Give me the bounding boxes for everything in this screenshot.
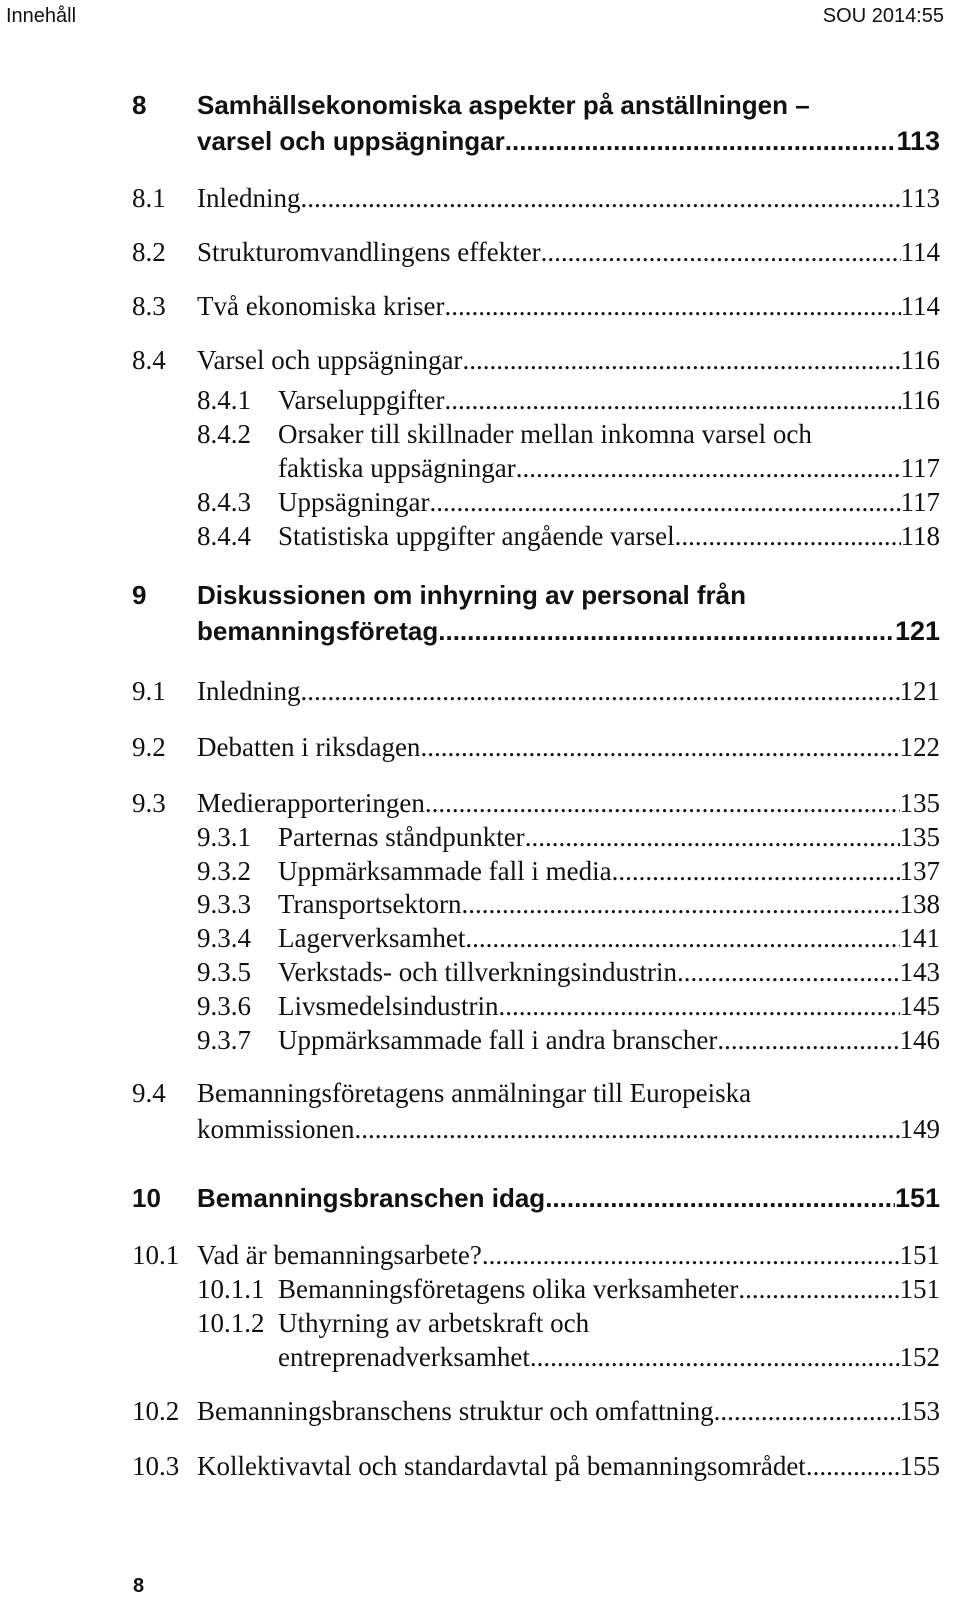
toc-entry-10-1-number: 10.1 bbox=[132, 1240, 180, 1270]
toc-entry-8-link[interactable] bbox=[197, 126, 940, 157]
toc-entry-8-4-2-title[interactable]: Orsaker till skillnader mellan inkomna varsel och bbox=[278, 419, 812, 449]
toc-entry-10-3-link[interactable] bbox=[197, 1451, 940, 1482]
toc-entry-9-3-6-page-number: 145 bbox=[899, 991, 940, 1021]
dot-leader bbox=[444, 291, 900, 322]
toc-entry-8-page-number: 113 bbox=[896, 126, 940, 156]
dot-leader bbox=[300, 676, 899, 707]
toc-entry-10-1-2-link[interactable] bbox=[278, 1342, 940, 1373]
toc-entry-10-1-2-page-number: 152 bbox=[899, 1342, 940, 1372]
toc-entry-9-1-title: Inledning bbox=[197, 676, 301, 706]
toc-entry-8-number: 8 bbox=[132, 90, 147, 120]
toc-entry-9-3-5-page-number: 143 bbox=[899, 957, 940, 987]
toc-entry-8-3-page-number: 114 bbox=[900, 291, 940, 321]
toc-entry-9-3-6-link[interactable] bbox=[278, 991, 940, 1022]
toc-entry-8-4-4-title: Statistiska uppgifter angående varsel bbox=[278, 521, 675, 551]
running-header-document-id: SOU 2014:55 bbox=[822, 5, 944, 27]
toc-entry-9-3-5-link[interactable] bbox=[278, 957, 940, 988]
running-header-section: Innehåll bbox=[6, 5, 77, 27]
toc-entry-9-number: 9 bbox=[132, 580, 147, 610]
toc-entry-10-1-page-number: 151 bbox=[899, 1240, 940, 1270]
toc-entry-9-3-title: Medierapporteringen bbox=[197, 788, 425, 818]
dot-leader bbox=[498, 991, 899, 1022]
toc-entry-8-3-title: Två ekonomiska kriser bbox=[197, 291, 445, 321]
toc-entry-10-1-link[interactable] bbox=[197, 1240, 940, 1271]
toc-entry-9-1-link[interactable] bbox=[197, 676, 940, 707]
toc-entry-9-2-link[interactable] bbox=[197, 732, 940, 763]
toc-entry-9-3-1-page-number: 135 bbox=[899, 822, 940, 852]
toc-entry-10-1-1-link[interactable] bbox=[278, 1274, 940, 1305]
toc-entry-8-4-number: 8.4 bbox=[132, 345, 166, 375]
toc-entry-9-4-title[interactable]: Bemanningsföretagens anmälningar till Europeiska bbox=[197, 1078, 752, 1108]
toc-entry-8-1-page-number: 113 bbox=[900, 183, 940, 213]
toc-entry-9-3-7-page-number: 146 bbox=[899, 1025, 940, 1055]
toc-entry-10-1-1-page-number: 151 bbox=[899, 1274, 940, 1304]
toc-entry-9-3-link[interactable] bbox=[197, 788, 940, 819]
toc-entry-10-3-title: Kollektivavtal och standardavtal på bemanningsområdet bbox=[197, 1451, 806, 1481]
toc-entry-9-3-7-link[interactable] bbox=[278, 1025, 940, 1056]
dot-leader bbox=[482, 1240, 900, 1271]
toc-entry-9-3-5-number: 9.3.5 bbox=[197, 957, 251, 987]
toc-entry-10-2-page-number: 153 bbox=[899, 1396, 940, 1426]
toc-entry-8-4-2-number: 8.4.2 bbox=[197, 419, 251, 449]
toc-entry-10-number: 10 bbox=[132, 1183, 161, 1213]
toc-entry-10-1-title: Vad är bemanningsarbete? bbox=[197, 1240, 482, 1270]
toc-entry-8-2-link[interactable] bbox=[197, 237, 940, 268]
toc-entry-9-3-6-title: Livsmedelsindustrin bbox=[278, 991, 499, 1021]
toc-entry-9-title[interactable]: Diskussionen om inhyrning av personal från bbox=[197, 580, 747, 610]
toc-entry-10-link[interactable] bbox=[197, 1183, 940, 1214]
toc-entry-10-1-1-number: 10.1.1 bbox=[197, 1274, 265, 1304]
toc-entry-8-2-title: Strukturomvandlingens effekter bbox=[197, 237, 541, 267]
toc-entry-9-2-number: 9.2 bbox=[132, 732, 166, 762]
dot-leader bbox=[429, 487, 900, 518]
toc-entry-9-3-1-number: 9.3.1 bbox=[197, 822, 251, 852]
dot-leader bbox=[541, 237, 901, 268]
toc-entry-8-4-page-number: 116 bbox=[900, 345, 940, 375]
toc-entry-8-2-page-number: 114 bbox=[900, 237, 940, 267]
toc-entry-9-3-4-link[interactable] bbox=[278, 923, 940, 954]
dot-leader bbox=[675, 521, 901, 552]
toc-entry-9-link[interactable] bbox=[197, 616, 940, 647]
toc-entry-9-1-page-number: 121 bbox=[899, 676, 940, 706]
toc-entry-9-4-title-continued: kommissionen bbox=[197, 1114, 355, 1144]
toc-entry-9-3-2-title: Uppmärksammade fall i media bbox=[278, 856, 612, 886]
dot-leader bbox=[425, 788, 900, 819]
toc-entry-8-4-2-title-continued: faktiska uppsägningar bbox=[278, 453, 516, 483]
toc-entry-10-1-1-title: Bemanningsföretagens olika verksamheter bbox=[278, 1274, 739, 1304]
toc-entry-8-1-link[interactable] bbox=[197, 183, 940, 214]
toc-entry-9-3-3-title: Transportsektorn bbox=[278, 889, 462, 919]
toc-entry-8-4-3-title: Uppsägningar bbox=[278, 487, 430, 517]
dot-leader bbox=[420, 732, 899, 763]
toc-entry-8-4-3-page-number: 117 bbox=[900, 487, 940, 517]
dot-leader bbox=[525, 822, 900, 853]
dot-leader bbox=[612, 856, 900, 887]
dot-leader bbox=[717, 1025, 899, 1056]
toc-entry-8-4-3-link[interactable] bbox=[278, 487, 940, 518]
toc-entry-9-2-page-number: 122 bbox=[899, 732, 940, 762]
toc-entry-9-3-4-page-number: 141 bbox=[899, 923, 940, 953]
toc-entry-9-3-7-title: Uppmärksammade fall i andra branscher bbox=[278, 1025, 718, 1055]
toc-entry-8-1-number: 8.1 bbox=[132, 183, 166, 213]
toc-entry-9-3-page-number: 135 bbox=[899, 788, 940, 818]
toc-entry-8-4-4-number: 8.4.4 bbox=[197, 521, 251, 551]
toc-entry-8-1-title: Inledning bbox=[197, 183, 301, 213]
toc-entry-8-4-1-link[interactable] bbox=[278, 385, 940, 416]
toc-entry-10-2-number: 10.2 bbox=[132, 1396, 180, 1426]
toc-entry-8-title-continued: varsel och uppsägningar bbox=[197, 126, 505, 156]
dot-leader bbox=[462, 889, 900, 920]
toc-entry-9-page-number: 121 bbox=[894, 616, 940, 646]
toc-entry-8-4-3-number: 8.4.3 bbox=[197, 487, 251, 517]
dot-leader bbox=[516, 453, 901, 484]
toc-entry-9-1-number: 9.1 bbox=[132, 676, 166, 706]
toc-entry-8-4-2-page-number: 117 bbox=[900, 453, 940, 483]
toc-entry-9-3-4-number: 9.3.4 bbox=[197, 923, 251, 953]
toc-entry-9-4-page-number: 149 bbox=[899, 1114, 940, 1144]
dot-leader bbox=[462, 345, 900, 376]
dot-leader bbox=[505, 126, 897, 157]
toc-entry-10-2-title: Bemanningsbranschens struktur och omfattning bbox=[197, 1396, 714, 1426]
toc-entry-9-4-link[interactable] bbox=[197, 1114, 940, 1145]
toc-entry-9-3-1-link[interactable] bbox=[278, 822, 940, 853]
toc-entry-8-4-2-link[interactable] bbox=[278, 453, 940, 484]
dot-leader bbox=[530, 1342, 900, 1373]
dot-leader bbox=[438, 616, 895, 647]
dot-leader bbox=[444, 385, 900, 416]
dot-leader bbox=[677, 957, 900, 988]
toc-entry-9-3-4-title: Lagerverksamhet bbox=[278, 923, 466, 953]
dot-leader bbox=[714, 1396, 900, 1427]
toc-entry-9-3-1-title: Parternas ståndpunkter bbox=[278, 822, 525, 852]
toc-entry-9-3-number: 9.3 bbox=[132, 788, 166, 818]
toc-entry-8-title[interactable]: Samhällsekonomiska aspekter på anställningen – bbox=[197, 90, 810, 120]
toc-entry-9-3-2-number: 9.3.2 bbox=[197, 856, 251, 886]
toc-entry-8-4-1-number: 8.4.1 bbox=[197, 385, 251, 415]
toc-entry-9-3-2-link[interactable] bbox=[278, 856, 940, 887]
dot-leader bbox=[545, 1183, 895, 1214]
dot-leader bbox=[806, 1451, 900, 1482]
toc-entry-9-2-title: Debatten i riksdagen bbox=[197, 732, 421, 762]
toc-entry-9-3-2-page-number: 137 bbox=[899, 856, 940, 886]
toc-entry-9-3-3-page-number: 138 bbox=[899, 889, 940, 919]
toc-entry-10-1-2-title-continued: entreprenadverksamhet bbox=[278, 1342, 530, 1372]
toc-entry-9-4-number: 9.4 bbox=[132, 1078, 166, 1108]
toc-entry-9-3-3-link[interactable] bbox=[278, 889, 940, 920]
toc-entry-8-4-1-title: Varseluppgifter bbox=[278, 385, 445, 415]
toc-entry-10-1-2-title[interactable]: Uthyrning av arbetskraft och bbox=[278, 1308, 590, 1338]
toc-entry-10-title: Bemanningsbranschen idag bbox=[197, 1183, 546, 1213]
toc-entry-8-4-1-page-number: 116 bbox=[900, 385, 940, 415]
toc-entry-8-3-link[interactable] bbox=[197, 291, 940, 322]
toc-entry-9-title-continued: bemanningsföretag bbox=[197, 616, 439, 646]
toc-entry-10-1-2-number: 10.1.2 bbox=[197, 1308, 265, 1338]
toc-entry-9-3-3-number: 9.3.3 bbox=[197, 889, 251, 919]
toc-entry-8-2-number: 8.2 bbox=[132, 237, 166, 267]
toc-entry-9-3-5-title: Verkstads- och tillverkningsindustrin bbox=[278, 957, 677, 987]
toc-entry-9-3-7-number: 9.3.7 bbox=[197, 1025, 251, 1055]
dot-leader bbox=[355, 1114, 900, 1145]
toc-entry-10-3-number: 10.3 bbox=[132, 1451, 180, 1481]
toc-entry-8-3-number: 8.3 bbox=[132, 291, 166, 321]
toc-entry-8-4-title: Varsel och uppsägningar bbox=[197, 345, 463, 375]
dot-leader bbox=[300, 183, 900, 214]
toc-entry-8-4-4-page-number: 118 bbox=[900, 521, 940, 551]
toc-entry-10-2-link[interactable] bbox=[197, 1396, 940, 1427]
toc-entry-10-3-page-number: 155 bbox=[899, 1451, 940, 1481]
toc-entry-8-4-4-link[interactable] bbox=[278, 521, 940, 552]
toc-entry-8-4-link[interactable] bbox=[197, 345, 940, 376]
toc-entry-10-page-number: 151 bbox=[894, 1183, 940, 1213]
dot-leader bbox=[738, 1274, 899, 1305]
dot-leader bbox=[465, 923, 899, 954]
footer-page-number: 8 bbox=[133, 1575, 145, 1597]
toc-entry-9-3-6-number: 9.3.6 bbox=[197, 991, 251, 1021]
